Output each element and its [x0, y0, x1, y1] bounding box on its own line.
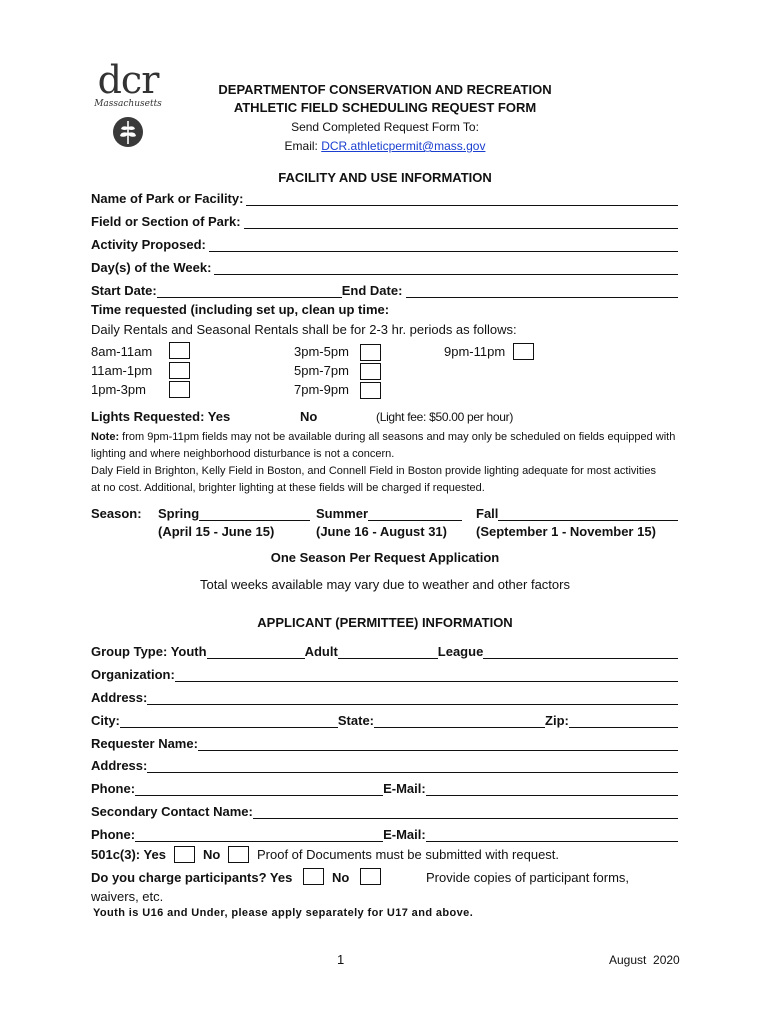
email-input-line-2[interactable] — [426, 828, 678, 842]
one-season-note: One Season Per Request Application — [270, 550, 500, 565]
activity-field-row[interactable] — [91, 234, 678, 252]
note-paragraph — [91, 429, 691, 463]
secondary-contact-input-line[interactable] — [253, 805, 678, 819]
slot-label: 9pm-11pm — [444, 344, 506, 359]
activity-input-line[interactable] — [209, 238, 678, 252]
spring-row[interactable] — [158, 503, 310, 521]
end-date-label: End Date: — [341, 283, 403, 298]
logo-letters: dcr — [97, 58, 159, 102]
email-label: Email: — [284, 139, 318, 153]
note-text: from 9pm-11pm fields may not be available during all seasons and may only be scheduled on fields equipped with lighting and where neighborhood disturbance is not a concern. — [91, 431, 676, 460]
summer-input-line[interactable] — [368, 507, 462, 521]
facility-heading: FACILITY AND USE INFORMATION — [278, 170, 492, 185]
charge-yes-checkbox[interactable] — [303, 868, 324, 885]
charge-note: Provide copies of participant forms, — [426, 870, 630, 885]
spring-input-line[interactable] — [199, 507, 310, 521]
requester-input-line[interactable] — [198, 737, 678, 751]
zip-input-line[interactable] — [569, 714, 678, 728]
state-label: State: — [337, 713, 375, 728]
slot-checkbox[interactable] — [513, 343, 534, 360]
park-input-line[interactable] — [246, 192, 678, 206]
email-input-line[interactable] — [426, 782, 678, 796]
league-input-line[interactable] — [483, 645, 678, 659]
spring-dates: (April 15 - June 15) — [158, 524, 275, 539]
secondary-contact-row[interactable] — [91, 801, 678, 819]
requester-label: Requester Name: — [91, 736, 198, 751]
c3-no-checkbox[interactable] — [228, 846, 249, 863]
season-label: Season: — [91, 506, 142, 521]
requester-row[interactable] — [91, 733, 678, 751]
summer-label: Summer — [316, 506, 369, 521]
section-field-row[interactable] — [91, 211, 678, 229]
section-input-line[interactable] — [244, 215, 678, 229]
city-input-line[interactable] — [120, 714, 338, 728]
lights-yes-label: Lights Requested: Yes — [91, 409, 231, 424]
phone-input-line[interactable] — [135, 782, 383, 796]
state-input-line[interactable] — [374, 714, 545, 728]
section-label: Field or Section of Park: — [91, 214, 241, 229]
phone-input-line-2[interactable] — [135, 828, 383, 842]
email-line — [0, 139, 770, 153]
slot-label: 5pm-7pm — [294, 363, 349, 378]
spring-label: Spring — [158, 506, 200, 521]
slot-checkbox[interactable] — [169, 362, 190, 379]
address-label: Address: — [91, 690, 148, 705]
email-field-label: E-Mail: — [383, 781, 426, 796]
fall-input-line[interactable] — [498, 507, 678, 521]
city-label: City: — [91, 713, 120, 728]
park-field-row[interactable] — [91, 188, 678, 206]
youth-input-line[interactable] — [207, 645, 305, 659]
start-date-label: Start Date: — [91, 283, 157, 298]
charge-note-2: waivers, etc. — [91, 889, 164, 904]
youth-age-note: Youth is U16 and Under, please apply separately for U17 and above. — [93, 907, 474, 919]
slot-checkbox[interactable] — [360, 382, 381, 399]
days-input-line[interactable] — [214, 261, 678, 275]
phone-email-row — [91, 778, 678, 796]
dates-row — [91, 280, 678, 298]
organization-row[interactable] — [91, 664, 678, 682]
slot-checkbox[interactable] — [169, 381, 190, 398]
lights-no-label: No — [300, 409, 318, 424]
phone-label: Phone: — [91, 781, 136, 796]
header-title-2: ATHLETIC FIELD SCHEDULING REQUEST FORM — [233, 100, 537, 115]
zip-label: Zip: — [545, 713, 569, 728]
park-label: Name of Park or Facility: — [91, 191, 244, 206]
summer-row[interactable] — [316, 503, 462, 521]
organization-input-line[interactable] — [175, 668, 678, 682]
charge-no-checkbox[interactable] — [360, 868, 381, 885]
email-link[interactable]: DCR.athleticpermit@mass.gov — [321, 139, 486, 153]
light-fee: (Light fee: $50.00 per hour) — [376, 410, 514, 424]
fall-dates: (September 1 - November 15) — [476, 524, 656, 539]
group-type-label: Group Type — [91, 644, 163, 659]
slot-label: 8am-11am — [91, 344, 153, 359]
requester-address-label: Address: — [91, 758, 148, 773]
slot-label: 1pm-3pm — [91, 382, 146, 397]
organization-label: Organization: — [91, 667, 175, 682]
start-date-line[interactable] — [157, 284, 342, 298]
c3-note: Proof of Documents must be submitted with request. — [257, 847, 560, 862]
fall-row[interactable] — [476, 503, 678, 521]
page-number: 1 — [337, 952, 345, 967]
secondary-contact-label: Secondary Contact Name: — [91, 804, 253, 819]
address-row[interactable] — [91, 687, 678, 705]
fall-label: Fall — [476, 506, 499, 521]
slot-label: 7pm-9pm — [294, 382, 349, 397]
applicant-heading: APPLICANT (PERMITTEE) INFORMATION — [257, 615, 513, 630]
youth-label: : Youth — [162, 644, 207, 659]
requester-address-row[interactable] — [91, 755, 678, 773]
slot-label: 3pm-5pm — [294, 344, 349, 359]
slot-checkbox[interactable] — [360, 344, 381, 361]
c3-yes-checkbox[interactable] — [174, 846, 195, 863]
phone-email-row-2 — [91, 824, 678, 842]
slot-checkbox[interactable] — [169, 342, 190, 359]
rentals-note: Daily Rentals and Seasonal Rentals shall be for 2-3 hr. periods as follows: — [91, 322, 517, 337]
note-label: Note: — [91, 431, 120, 443]
send-to-text: Send Completed Request Form To: — [291, 120, 479, 134]
total-weeks-note: Total weeks available may vary due to weather and other factors — [200, 577, 570, 592]
league-label: League — [437, 644, 484, 659]
address-input-line[interactable] — [147, 691, 678, 705]
city-state-zip-row — [91, 710, 678, 728]
phone-label-2: Phone: — [91, 827, 136, 842]
email-field-label-2: E-Mail: — [383, 827, 426, 842]
slot-checkbox[interactable] — [360, 363, 381, 380]
charge-no-label: No — [332, 870, 350, 885]
daly-paragraph: Daly Field in Brighton, Kelly Field in Boston, and Connell Field in Boston provide lighting adequate for most activities at no cost. Additional, brighter lighting at these fields will be charged if requested. — [91, 465, 656, 494]
header-title-1: DEPARTMENTOF CONSERVATION AND RECREATION — [218, 82, 552, 97]
summer-dates: (June 16 - August 31) — [316, 524, 447, 539]
activity-label: Activity Proposed: — [91, 237, 206, 252]
c3-no-label: No — [203, 847, 221, 862]
adult-label: Adult — [304, 644, 338, 659]
time-requested-label: Time requested (including set up, clean up time: — [91, 302, 390, 317]
adult-input-line[interactable] — [338, 645, 438, 659]
days-field-row[interactable] — [91, 257, 678, 275]
requester-address-input-line[interactable] — [147, 759, 678, 773]
logo-state: Massachusetts — [94, 99, 162, 109]
slot-label: 11am-1pm — [91, 363, 153, 378]
days-label: Day(s) of the Week: — [91, 260, 212, 275]
group-type-row — [91, 641, 678, 659]
footer-date: August 2020 — [609, 953, 680, 967]
c3-yes-label: 501c(3): Yes — [91, 847, 166, 862]
end-date-line[interactable] — [406, 284, 678, 298]
charge-yes-label: Do you charge participants? Yes — [91, 870, 293, 885]
